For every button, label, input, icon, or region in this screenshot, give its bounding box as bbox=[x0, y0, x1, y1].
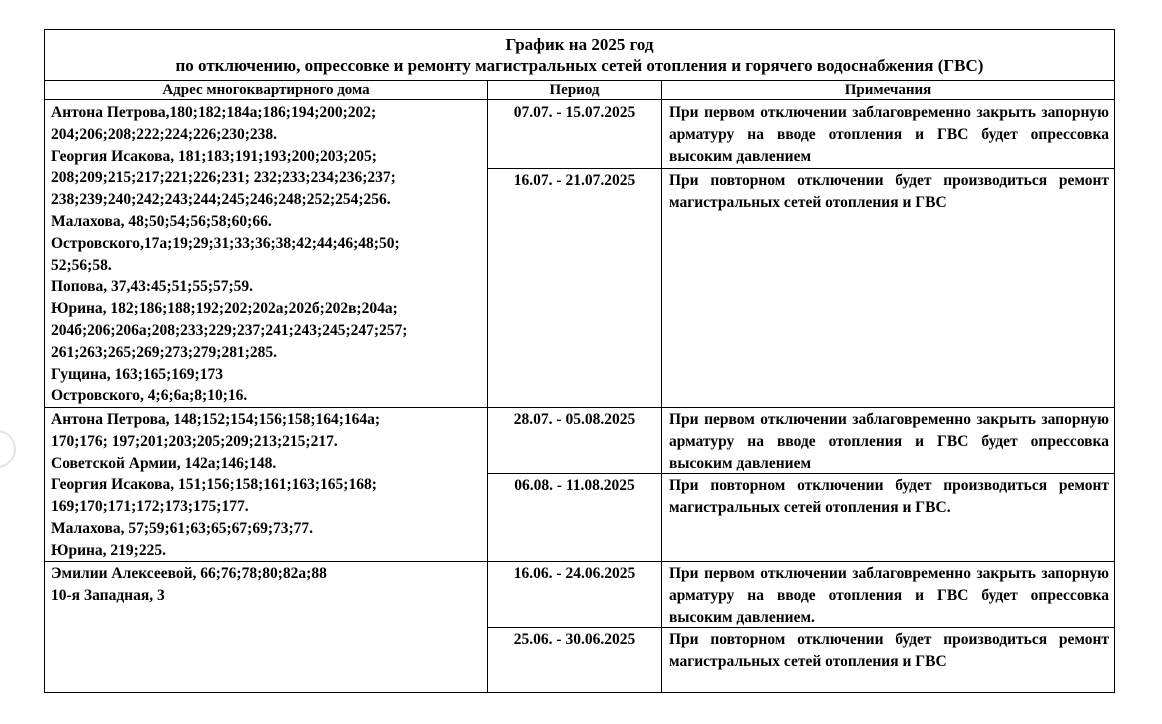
address-cell bbox=[51, 409, 487, 562]
title-line-2: по отключению, опрессовке и ремонту магистральных сетей отопления и горячего водоснабжения (ГВС) bbox=[175, 56, 984, 75]
address-line: Георгия Исакова, 151;156;158;161;163;165;168; bbox=[51, 476, 377, 494]
address-line: Антона Петрова,180;182;184а;186;194;200;202; bbox=[51, 104, 377, 121]
address-line: Советской Армии, 142а;146;148. bbox=[51, 454, 277, 472]
sub-row-rule bbox=[487, 168, 1114, 169]
address-line: Эмилии Алексеевой, 66;76;78;80;82а;88 bbox=[51, 565, 327, 582]
period-cell: 16.06. - 24.06.2025 bbox=[513, 565, 636, 582]
note-cell: При повторном отключении будет производиться ремонт магистральных сетей отопления и ГВС. bbox=[669, 477, 1109, 516]
note-cell: При повторном отключении будет производиться ремонт магистральных сетей отопления и ГВС bbox=[669, 631, 1109, 670]
note-cell: При повторном отключении будет производиться ремонт магистральных сетей отопления и ГВС bbox=[669, 172, 1109, 211]
scroll-left-handle[interactable] bbox=[0, 430, 16, 468]
address-line: Антона Петрова, 148;152;154;156;158;164;164а; bbox=[51, 411, 381, 428]
period-cell: 16.07. - 21.07.2025 bbox=[513, 172, 636, 189]
header-address: Адрес многоквартирного дома bbox=[162, 82, 370, 98]
header-period: Период bbox=[549, 82, 600, 98]
title-line-1: График на 2025 год bbox=[505, 35, 654, 54]
note-cell: При первом отключении заблаговременно закрыть запорную арматуру на вводе отопления и ГВС будет опрессовка высоким давлением bbox=[669, 411, 1109, 472]
period-cell: 28.07. - 05.08.2025 bbox=[513, 411, 636, 428]
address-line: Попова, 37,43:45;51;55;57;59. bbox=[51, 278, 254, 296]
column-divider bbox=[661, 81, 662, 692]
address-line: 204;206;208;222;224;226;230;238. bbox=[51, 125, 278, 143]
address-line: 261;263;265;269;273;279;281;285. bbox=[51, 343, 278, 361]
table-title bbox=[45, 30, 1114, 81]
address-line: 204б;206;206а;208;233;229;237;241;243;245;247;257; bbox=[51, 321, 408, 339]
header-rule bbox=[45, 99, 1114, 100]
address-cell bbox=[51, 563, 487, 607]
address-line: 52;56;58. bbox=[51, 256, 112, 274]
address-line: Гущина, 163;165;169;173 bbox=[51, 365, 223, 383]
address-line: 169;170;171;172;173;175;177. bbox=[51, 498, 249, 516]
address-line: 208;209;215;217;221;226;231; 232;233;234;236;237; bbox=[51, 169, 396, 187]
address-line: 238;239;240;242;243;244;245;246;248;252;254;256. bbox=[51, 191, 391, 209]
address-line: 10-я Западная, 3 bbox=[51, 586, 165, 604]
address-line: Островского, 4;6;6а;8;10;16. bbox=[51, 387, 248, 405]
address-cell bbox=[51, 102, 487, 407]
address-line: Георгия Исакова, 181;183;191;193;200;203;205; bbox=[51, 147, 377, 165]
address-line: Островского,17а;19;29;31;33;36;38;42;44;46;48;50; bbox=[51, 234, 400, 252]
period-cell: 06.08. - 11.08.2025 bbox=[514, 477, 635, 494]
header-notes: Примечания bbox=[844, 82, 932, 98]
note-cell: При первом отключении заблаговременно закрыть запорную арматуру на вводе отопления и ГВС будет опрессовка высоким давлением bbox=[669, 104, 1109, 165]
period-cell: 07.07. - 15.07.2025 bbox=[513, 104, 636, 121]
schedule-table bbox=[44, 29, 1115, 693]
address-line: Малахова, 57;59;61;63;65;67;69;73;77. bbox=[51, 519, 314, 537]
address-line: Малахова, 48;50;54;56;58;60;66. bbox=[51, 212, 272, 230]
address-line: Юрина, 219;225. bbox=[51, 541, 166, 559]
note-cell: При первом отключении заблаговременно закрыть запорную арматуру на вводе отопления и ГВС будет опрессовка высоким давлением. bbox=[669, 565, 1109, 626]
period-cell: 25.06. - 30.06.2025 bbox=[513, 631, 636, 648]
address-line: Юрина, 182;186;188;192;202;202а;202б;202в;204а; bbox=[51, 300, 398, 318]
address-line: 170;176; 197;201;203;205;209;213;215;217. bbox=[51, 432, 338, 450]
